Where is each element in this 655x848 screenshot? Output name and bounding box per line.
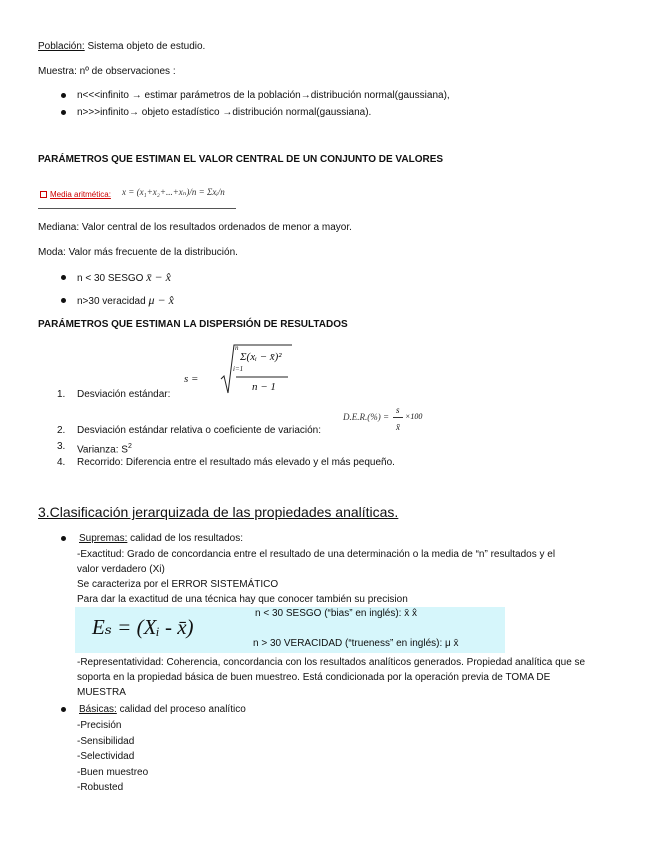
der-multiplier: ×100 xyxy=(405,412,423,421)
supremas-text: calidad de los resultados: xyxy=(127,533,243,544)
bullet-dot xyxy=(61,275,66,280)
list-item: Recorrido: Diferencia entre el resultado más elevado y el más pequeño. xyxy=(77,457,395,468)
central-heading: PARÁMETROS QUE ESTIMAN EL VALOR CENTRAL DE UN CONJUNTO DE VALORES xyxy=(38,154,444,165)
der-numerator: s xyxy=(396,405,400,415)
veracidad-formula: μ − x̂ xyxy=(148,293,174,307)
poblacion-text: Sistema objeto de estudio. xyxy=(84,41,206,52)
sd-sum-bottom: i=1 xyxy=(233,365,244,373)
bullet-dot xyxy=(61,536,66,541)
bullet-dot xyxy=(61,707,66,712)
bullet-dot xyxy=(61,110,66,115)
exactitud-line-1: -Exactitud: Grado de concordancia entre el resultado de una determinación o la media de “n” resultados y el xyxy=(77,549,556,560)
mediana-line: Mediana: Valor central de los resultados ordenados de menor a mayor. xyxy=(38,222,352,233)
bullet-dot xyxy=(61,93,66,98)
list-item xyxy=(77,294,174,308)
bullet-dot xyxy=(61,298,66,303)
repr-line-2: soporta en la propiedad básica de buen muestreo. Está condicionada por la operación previa de TOMA DE xyxy=(77,672,551,683)
fraction-bar xyxy=(393,417,403,418)
moda-line: Moda: Valor más frecuente de la distribución. xyxy=(38,247,238,258)
media-formula: x = (x₁+x₂+...+xₙ)/n = Σxᵢ/n xyxy=(122,187,225,197)
list-item: Desviación estándar relativa o coeficiente de variación: xyxy=(77,425,322,436)
section3-title: 3.Clasificación jerarquizada de las propiedades analíticas. xyxy=(38,504,399,520)
sd-denominator: n − 1 xyxy=(252,381,276,393)
basicas-label: Básicas: xyxy=(79,704,117,715)
caracteriza-line: Se caracteriza por el ERROR SISTEMÁTICO xyxy=(77,579,279,590)
poblacion-label: Población: xyxy=(38,41,85,52)
basicas-text: calidad del proceso analítico xyxy=(116,704,246,715)
list-number: 4. xyxy=(57,457,66,468)
varianza-text: Varianza: S xyxy=(77,444,128,456)
sd-numerator: Σ(xᵢ − x̄)² xyxy=(240,351,282,363)
list-number: 1. xyxy=(57,389,66,400)
list-item: -Precisión xyxy=(77,720,122,731)
para-line: Para dar la exactitud de una técnica hay que conocer también su precision xyxy=(77,594,408,605)
list-item xyxy=(77,271,171,285)
exactitud-line-2: valor verdadero (Xi) xyxy=(77,564,165,575)
formula-underline xyxy=(38,208,236,209)
list-item: -Buen muestreo xyxy=(77,767,149,778)
repr-line-1: -Representatividad: Coherencia, concordancia con los resultados analíticos generados. Propiedad analítica que se xyxy=(77,657,586,668)
list-item: -Selectividad xyxy=(77,751,135,762)
basicas-line xyxy=(79,703,246,716)
muestra-line: Muestra: nº de observaciones : xyxy=(38,66,176,77)
sesgo-text: n < 30 SESGO xyxy=(77,273,147,284)
error-formula: Eₛ = (Xᵢ - x̄) xyxy=(92,615,194,639)
list-number: 2. xyxy=(57,425,66,436)
media-line xyxy=(40,188,111,201)
poblacion-line xyxy=(38,40,205,53)
list-number: 3. xyxy=(57,441,66,452)
list-item xyxy=(77,440,132,456)
box-line-1: n < 30 SESGO (“bias” en inglés): x̄ x̂ xyxy=(255,608,418,619)
supremas-line xyxy=(79,532,243,545)
repr-line-3: MUESTRA xyxy=(77,687,126,698)
list-item: -Robusted xyxy=(77,782,124,793)
media-label: Media aritmética: xyxy=(50,190,111,199)
der-denominator: x̄ xyxy=(396,422,400,432)
list-item: -Sensibilidad xyxy=(77,736,135,747)
checkbox-square-icon xyxy=(40,191,47,198)
sd-lhs: s = xyxy=(184,373,199,385)
dispersion-heading: PARÁMETROS QUE ESTIMAN LA DISPERSIÓN DE RESULTADOS xyxy=(38,319,348,330)
sd-sum-top: n xyxy=(235,344,239,352)
varianza-superscript: 2 xyxy=(127,443,132,450)
der-label: D.E.R.(%) = xyxy=(343,412,390,422)
list-item: n>>>infinito→ objeto estadístico →distribución normal(gaussiana). xyxy=(77,107,372,118)
supremas-label: Supremas: xyxy=(79,533,128,544)
sesgo-formula: x̄ − x̂ xyxy=(146,270,171,284)
list-item: n<<<infinito → estimar parámetros de la población→distribución normal(gaussiana), xyxy=(77,90,450,101)
veracidad-text: n>30 veracidad xyxy=(77,296,149,307)
list-item: Desviación estándar: xyxy=(77,389,171,400)
box-line-2: n > 30 VERACIDAD (“trueness” en inglés): μ x̄ xyxy=(253,638,459,649)
